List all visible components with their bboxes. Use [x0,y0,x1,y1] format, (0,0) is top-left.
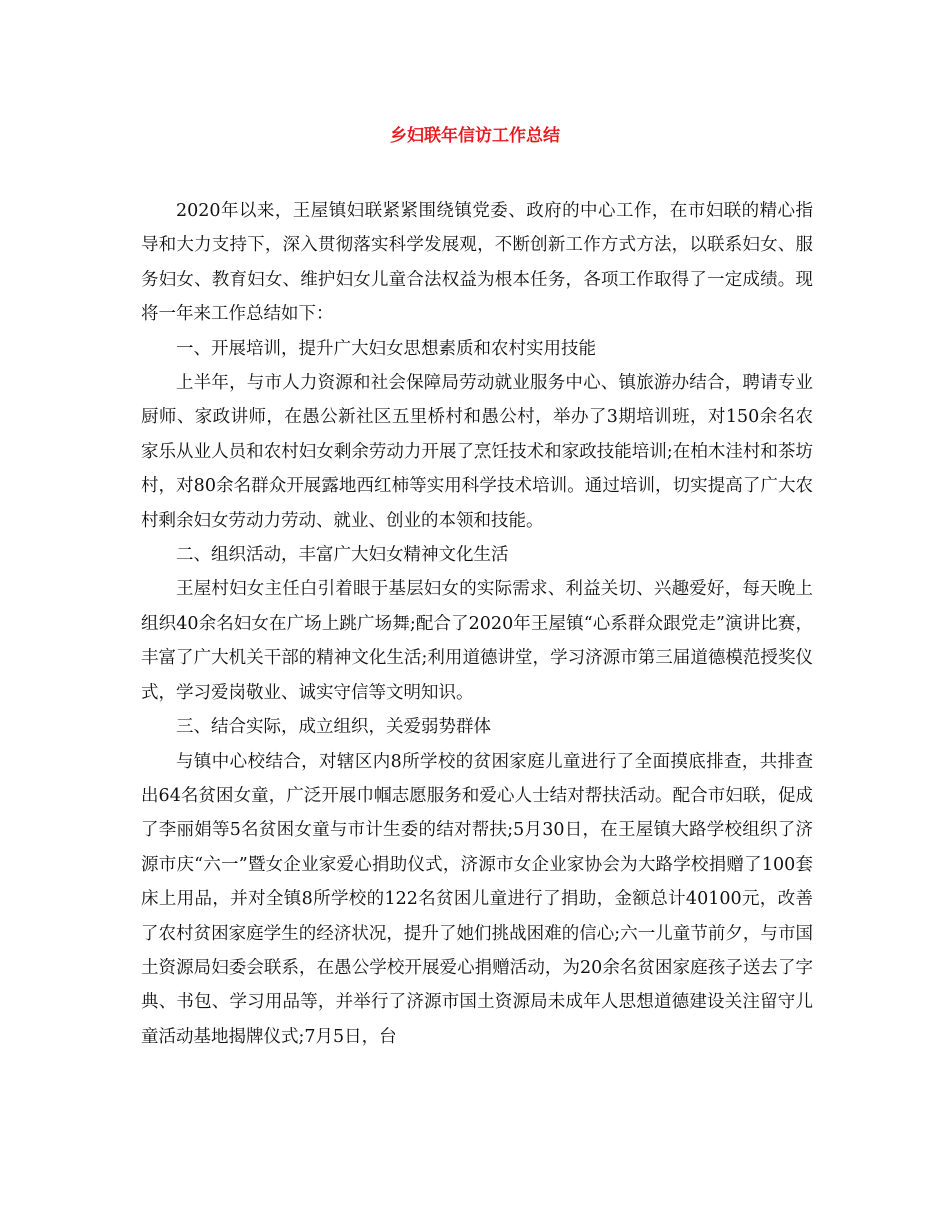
section-paragraph-1: 上半年，与市人力资源和社会保障局劳动就业服务中心、镇旅游办结合，聘请专业厨师、家政讲师，在愚公新社区五里桥村和愚公村，举办了3期培训班，对150余名农家乐从业人员和农村妇女剩余劳动力开展了烹饪技术和家政技能培训;在柏木洼村和茶坊村，对80余名群众开展露地西红柿等实用科学技术培训。通过培训，切实提高了广大农村剩余妇女劳动力劳动、就业、创业的本领和技能。 [141,373,813,531]
document-body [141,194,813,1054]
section-heading-3: 三、结合实际，成立组织，关爱弱势群体 [176,717,491,738]
intro-paragraph: 2020年以来，王屋镇妇联紧紧围绕镇党委、政府的中心工作，在市妇联的精心指导和大力支持下，深入贯彻落实科学发展观，不断创新工作方式方法，以联系妇女、服务妇女、教育妇女、维护妇女儿童合法权益为根本任务，各项工作取得了一定成绩。现将一年来工作总结如下： [141,201,813,325]
section-heading-1: 一、开展培训，提升广大妇女思想素质和农村实用技能 [176,338,596,359]
section-heading-2: 二、组织活动，丰富广大妇女精神文化生活 [176,545,509,566]
document-title: 乡妇联年信访工作总结 [390,126,560,146]
section-paragraph-2: 王屋村妇女主任白引着眼于基层妇女的实际需求、利益关切、兴趣爱好，每天晚上组织40余名妇女在广场上跳广场舞;配合了2020年王屋镇“心系群众跟党走”演讲比赛，丰富了广大机关干部的精神文化生活;利用道德讲堂，学习济源市第三届道德模范授奖仪式，学习爱岗敬业、诚实守信等文明知识。 [141,579,813,703]
section-paragraph-3: 与镇中心校结合，对辖区内8所学校的贫困家庭儿童进行了全面摸底排查，共排查出64名贫困女童，广泛开展巾帼志愿服务和爱心人士结对帮扶活动。配合市妇联，促成了李丽娟等5名贫困女童与市计生委的结对帮扶;5月30日，在王屋镇大路学校组织了济源市庆“六一”暨女企业家爱心捐助仪式，济源市女企业家协会为大路学校捐赠了100套床上用品，并对全镇8所学校的122名贫困儿童进行了捐助，金额总计40100元，改善了农村贫困家庭学生的经济状况，提升了她们挑战困难的信心;六一儿童节前夕，与市国土资源局妇委会联系，在愚公学校开展爱心捐赠活动，为20余名贫困家庭孩子送去了字典、书包、学习用品等，并举行了济源市国土资源局未成年人思想道德建设关注留守儿童活动基地揭牌仪式;7月5日，台 [141,751,813,1047]
